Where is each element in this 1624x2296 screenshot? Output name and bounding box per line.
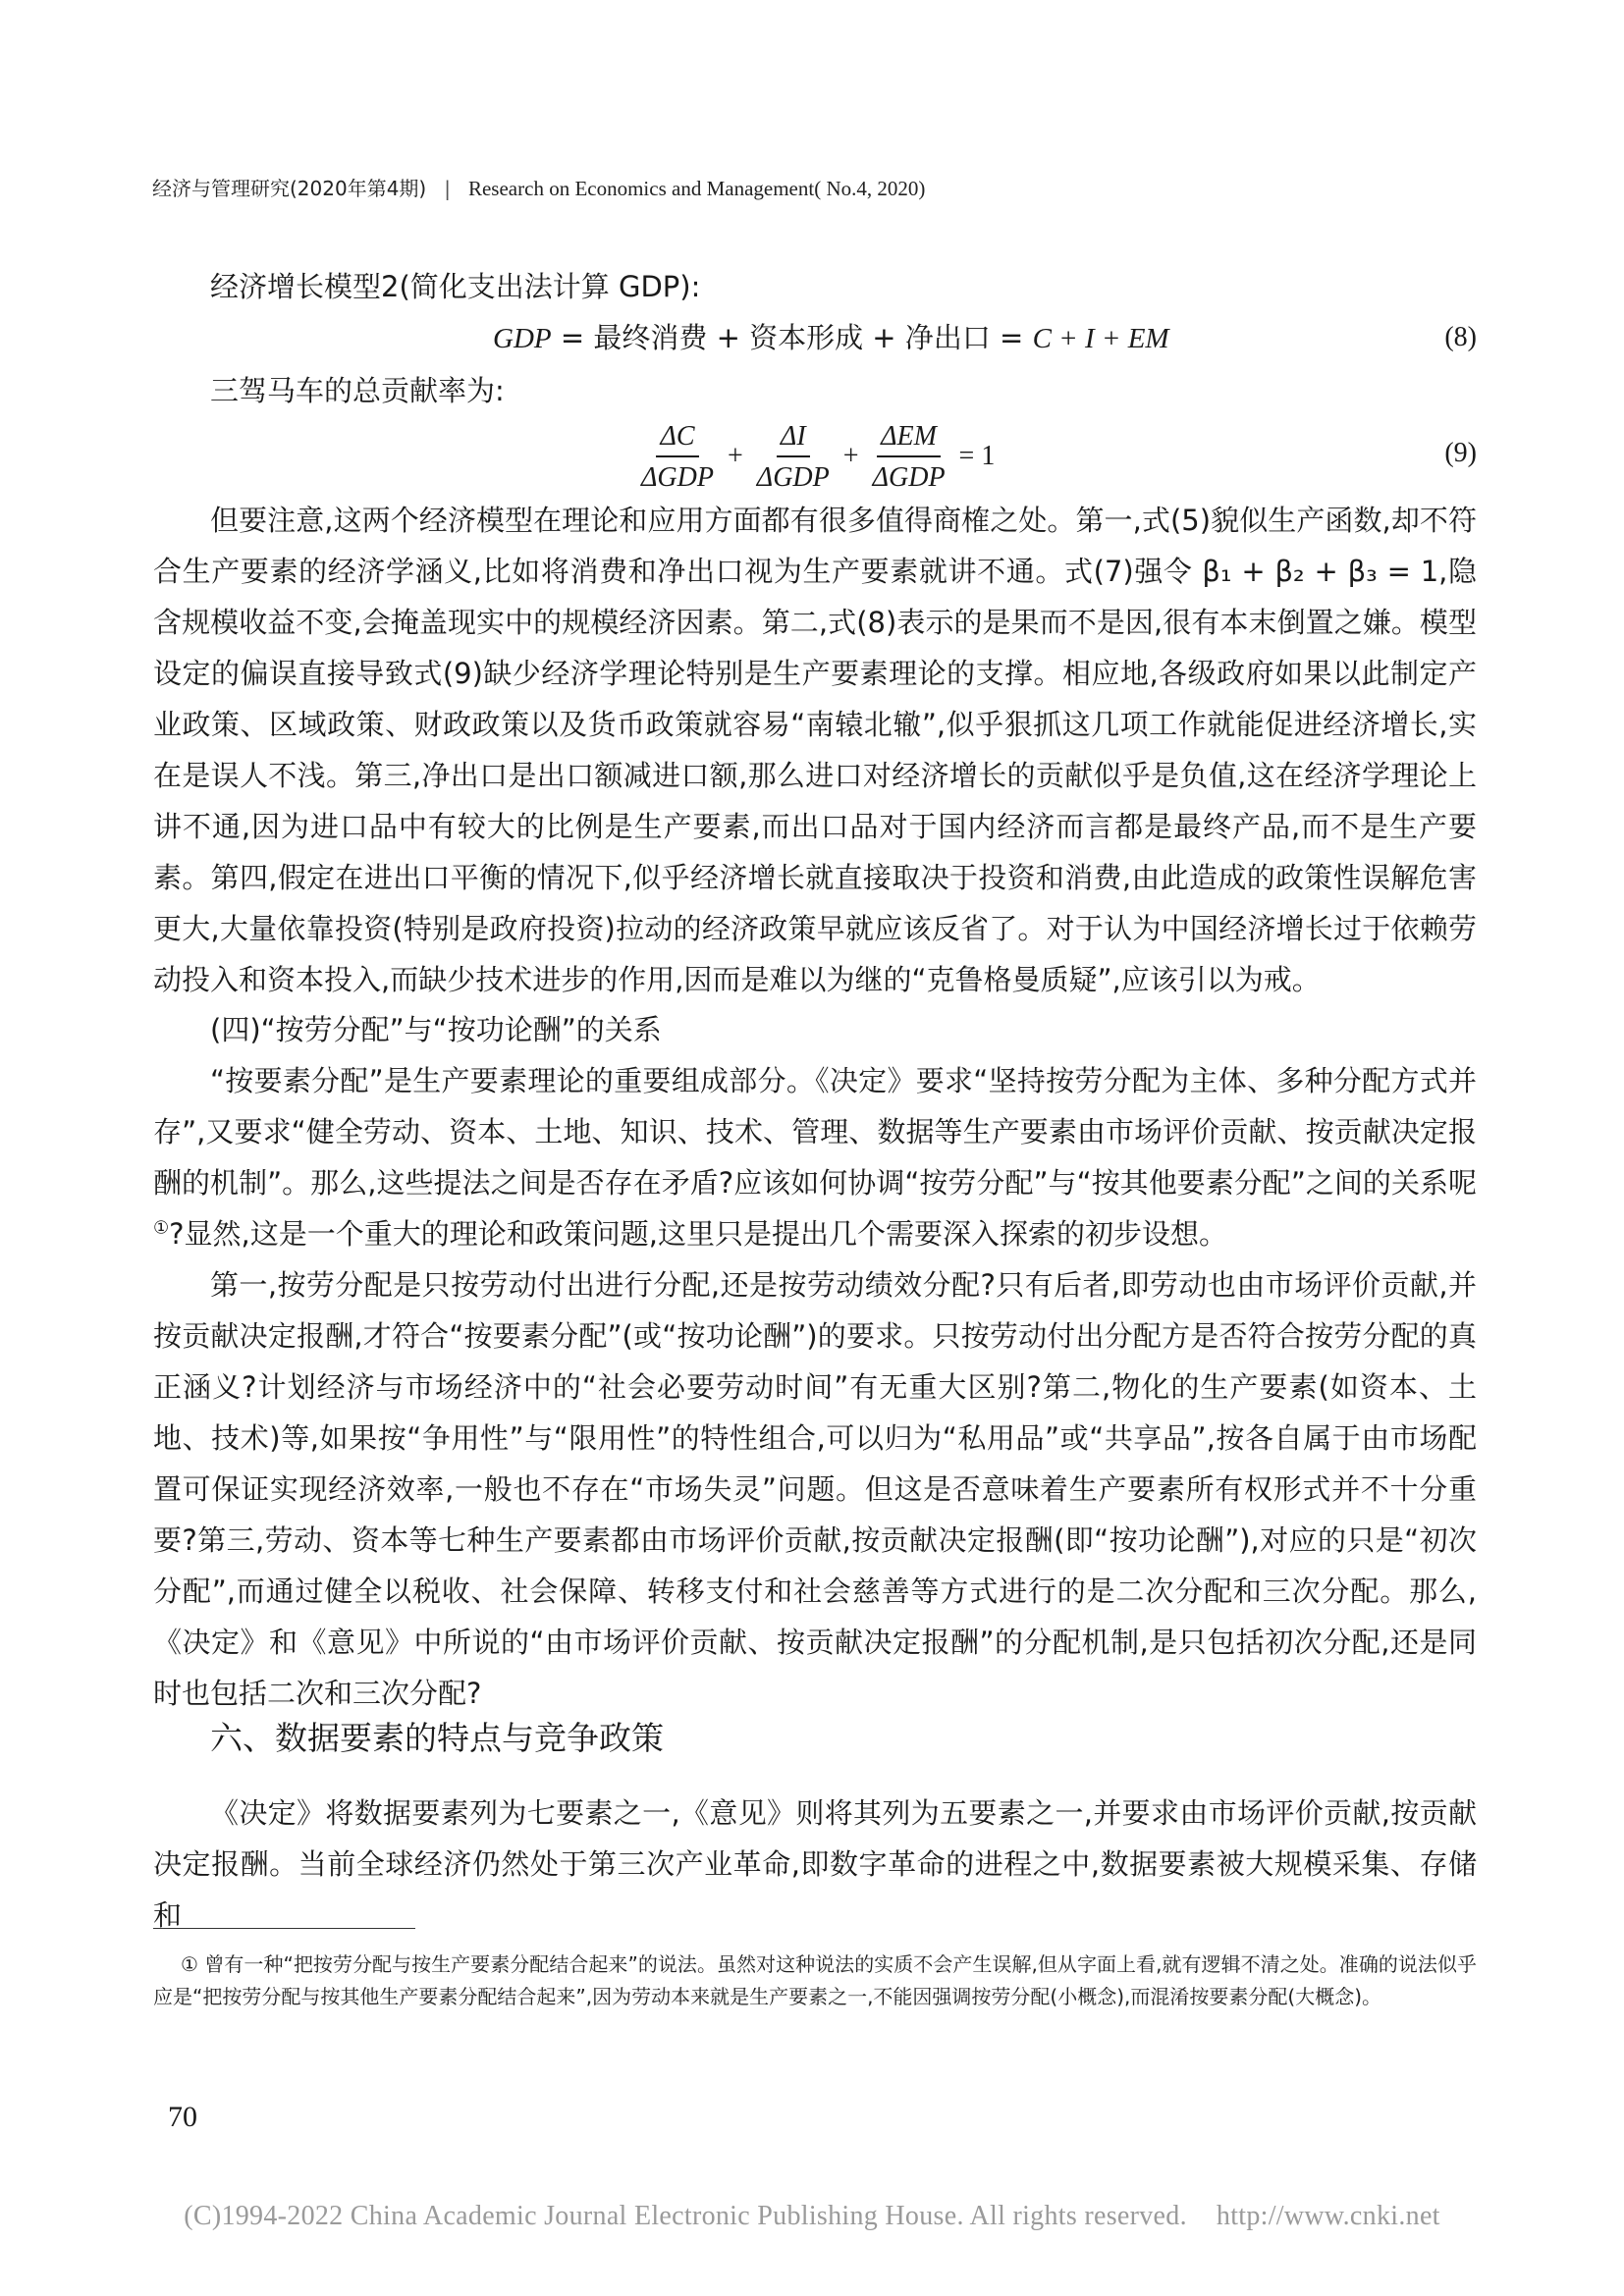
- subsection-heading-4: (四)“按劳分配”与“按功论酬”的关系: [210, 1013, 662, 1046]
- paragraph-model-critique: 但要注意,这两个经济模型在理论和应用方面都有很多值得商榷之处。第一,式(5)貌似生产函数,却不符合生产要素的经济学涵义,比如将消费和净出口视为生产要素就讲不通。式(7)强令 β₁ + β₂ + β₃ = 1,隐含规模收益不变,会掩盖现实中的规模经济因素。第二,式(8)表示的是果而不是因,很有本末倒置之嫌。模型设定的偏误直接导致式(9)缺少经济学理论特别是生产要素理论的支撑。相应地,各级政府如果以此制定产业政策、区域政策、财政政策以及货币政策就容易“南辕北辙”,似乎狠抓这几项工作就能促进经济增长,实在是误人不浅。第三,净出口是出口额减进口额,那么进口对经济增长的贡献似乎是负值,这在经济学理论上讲不通,因为进口品中有较大的比例是生产要素,而出口品对于国内经济而言都是最终产品,而不是生产要素。第四,假定在进出口平衡的情况下,似乎经济增长就直接取决于投资和消费,由此造成的政策性误解危害更大,大量依靠投资(特别是政府投资)拉动的经济政策早就应该反省了。对于认为中国经济增长过于依赖劳动投入和资本投入,而缺少技术进步的作用,因而是难以为继的“克鲁格曼质疑”,应该引以为戒。: [153, 504, 1477, 996]
- plus-sign: +: [842, 441, 859, 471]
- footnote-marker[interactable]: ①: [153, 1217, 170, 1239]
- fraction-em-den: ΔGDP: [872, 462, 946, 493]
- paragraph-distribution-questions: 第一,按劳分配是只按劳动付出进行分配,还是按劳动绩效分配?只有后者,即劳动也由市场评价贡献,并按贡献决定报酬,才符合“按要素分配”(或“按功论酬”)的要求。只按劳动付出分配方是否符合按劳分配的真正涵义?计划经济与市场经济中的“社会必要劳动时间”有无重大区别?第二,物化的生产要素(如资本、土地、技术)等,如果按“争用性”与“限用性”的特性组合,可以归为“私用品”或“共享品”,按各自属于由市场配置可保证实现经济效率,一般也不存在“市场失灵”问题。但这是否意味着生产要素所有权形式并不十分重要?第三,劳动、资本等七种生产要素都由市场评价贡献,按贡献决定报酬(即“按功论酬”),对应的只是“初次分配”,而通过健全以税收、社会保障、转移支付和社会慈善等方式进行的是二次分配和三次分配。那么,《决定》和《意见》中所说的“由市场评价贡献、按贡献决定报酬”的分配机制,是只包括初次分配,还是同时也包括二次和三次分配?: [153, 1268, 1477, 1710]
- fraction-i: [753, 418, 834, 495]
- fraction-c-num: ΔC: [660, 421, 695, 452]
- equals-one: = 1: [958, 441, 996, 471]
- equation-8-rhs: C + I + EM: [1032, 323, 1169, 354]
- equation-8-lhs: GDP: [493, 323, 552, 354]
- journal-title-cn: 经济与管理研究(2020年第4期): [152, 177, 427, 200]
- copyright-text: (C)1994-2022 China Academic Journal Electronic Publishing House. All rights reserved.: [184, 2201, 1187, 2231]
- copyright-url[interactable]: http://www.cnki.net: [1216, 2201, 1440, 2231]
- equation-8-number: (8): [1444, 322, 1477, 352]
- running-header: [152, 175, 1478, 202]
- header-separator: |: [444, 177, 451, 200]
- fraction-em-num: ΔEM: [881, 421, 937, 452]
- equation-8: [493, 312, 1169, 364]
- footnote: ① 曾有一种“把按劳分配与按生产要素分配结合起来”的说法。虽然对这种说法的实质不会产生误解,但从字面上看,就有逻辑不清之处。准确的说法似乎应是“把按劳分配与按其他生产要素分配结合起来”,因为劳动本来就是生产要素之一,不能因强调按劳分配(小概念),而混淆按要素分配(大概念)。: [153, 1952, 1477, 2008]
- paragraph-factor-distribution-tail: ?显然,这是一个重大的理论和政策问题,这里只是提出几个需要深入探索的初步设想。: [169, 1217, 1227, 1251]
- section-heading-6: 六、数据要素的特点与竞争政策: [210, 1719, 664, 1757]
- fraction-i-den: ΔGDP: [756, 462, 830, 493]
- journal-title-en: Research on Economics and Management( No.4, 2020): [467, 177, 926, 200]
- equation-9: [633, 418, 1001, 495]
- equation-8-text: = 最终消费 + 资本形成 + 净出口 =: [560, 321, 1024, 354]
- model2-label: 经济增长模型2(简化支出法计算 GDP):: [210, 270, 701, 303]
- fraction-c: [637, 418, 718, 495]
- fraction-em: [869, 418, 949, 495]
- paragraph-data-factor: 《决定》将数据要素列为七要素之一,《意见》则将其列为五要素之一,并要求由市场评价贡献,按贡献决定报酬。当前全球经济仍然处于第三次产业革命,即数字革命的进程之中,数据要素被大规模采集、存储和: [153, 1796, 1477, 1932]
- plus-sign: +: [727, 441, 743, 471]
- fraction-i-num: ΔI: [780, 421, 806, 452]
- paragraph-factor-distribution: [153, 1055, 1477, 1259]
- page-number: 70: [168, 2101, 197, 2133]
- footnote-rule: [153, 1928, 415, 1929]
- copyright-notice: [0, 2201, 1624, 2232]
- equation-9-number: (9): [1444, 438, 1477, 468]
- fraction-c-den: ΔGDP: [641, 462, 714, 493]
- paragraph-factor-distribution-text: “按要素分配”是生产要素理论的重要组成部分。《决定》要求“坚持按劳分配为主体、多种分配方式并存”,又要求“健全劳动、资本、土地、知识、技术、管理、数据等生产要素由市场评价贡献、按贡献决定报酬的机制”。那么,这些提法之间是否存在矛盾?应该如何协调“按劳分配”与“按其他要素分配”之间的关系呢: [153, 1064, 1477, 1200]
- contribution-label: 三驾马车的总贡献率为:: [210, 374, 505, 407]
